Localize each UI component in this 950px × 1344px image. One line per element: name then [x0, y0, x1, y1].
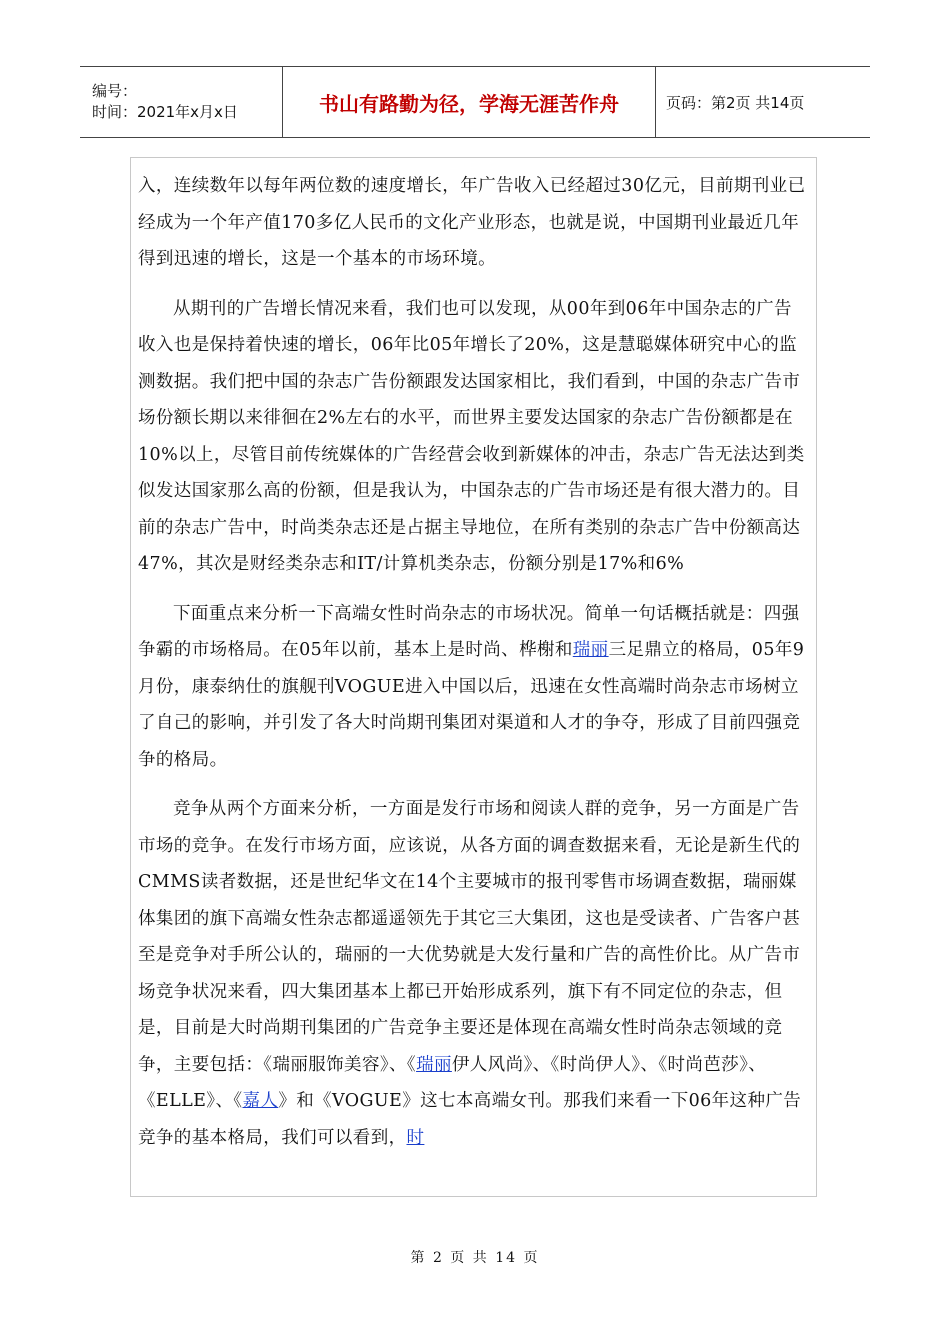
content-frame — [130, 157, 817, 1197]
page-footer: 第 2 页 共 14 页 — [410, 1250, 540, 1266]
header-page-info: 页码：第2页 共14页 — [666, 93, 805, 112]
paragraph-3-text-b: 三足鼎立的格局，05年9月份，康泰纳仕的旗舰刊VOGUE进入中国以后，迅速在女性高端时尚杂志市场树立了自己的影响，并引发了各大时尚期刊集团对渠道和人才的争夺，形成了目前四强竞争的格局。 — [138, 640, 805, 770]
ruili-link[interactable]: 瑞丽 — [572, 640, 609, 660]
header-motto: 书山有路勤为径，学海无涯苦作舟 — [283, 67, 656, 137]
paragraph-1: 入，连续数年以每年两位数的速度增长，年广告收入已经超过30亿元，目前期刊业已经成为一个年产值170多亿人民币的文化产业形态，也就是说，中国期刊业最近几年得到迅速的增长，这是一个基本的市场环境。 — [138, 176, 806, 269]
jiaren-link[interactable]: 嘉人 — [242, 1091, 279, 1111]
document-date-label: 时间：2021年x月x日 — [92, 103, 238, 121]
ruili-link-2[interactable]: 瑞丽 — [416, 1054, 452, 1075]
document-number-label: 编号： — [92, 82, 138, 100]
header-meta — [80, 67, 283, 137]
page-header — [80, 66, 870, 138]
paragraph-4-text-a: 竞争从两个方面来分析，一方面是发行市场和阅读人群的竞争，另一方面是广告市场的竞争。在发行市场方面，应该说，从各方面的调查数据来看，无论是新生代的CMMS读者数据，还是世纪华文在14个主要城市的报刊零售市场调查数据，瑞丽媒体集团的旗下高端女性杂志都遥遥领先于其它三大集团，这也是受读者、广告客户甚至是竞争对手所公认的，瑞丽的一大优势就是大发行量和广告的高性价比。从广告市场竞争状况来看，四大集团基本上都已开始形成系列，旗下有不同定位的杂志，但是，目前是大时尚期刊集团的广告竞争主要还是体现在高端女性时尚杂志领域的竞争，主要包括：《瑞丽服饰美容》、《 — [138, 799, 801, 1075]
paragraph-3 — [138, 596, 808, 779]
shi-link[interactable]: 时 — [406, 1127, 425, 1148]
paragraph-4-text-b: 伊人风尚》、《时尚伊人》、《时尚芭莎》、《ELLE》、《 — [138, 1054, 767, 1111]
paragraph-3-text-a: 下面重点来分析一下高端女性时尚杂志的市场状况。简单一句话概括就是：四强争霸的市场格局。在05年以前，基本上是时尚、桦榭和 — [138, 603, 800, 660]
paragraph-4 — [138, 791, 808, 1156]
document-body — [138, 168, 808, 1169]
paragraph-2: 从期刊的广告增长情况来看，我们也可以发现，从00年到06年中国杂志的广告收入也是保持着快速的增长，06年比05年增长了20%，这是慧聪媒体研究中心的监测数据。我们把中国的杂志广告份额跟发达国家相比，我们看到，中国的杂志广告市场份额长期以来徘徊在2%左右的水平，而世界主要发达国家的杂志广告份额都是在10%以上，尽管目前传统媒体的广告经营会收到新媒体的冲击，杂志广告无法达到类似发达国家那么高的份额，但是我认为，中国杂志的广告市场还是有很大潜力的。目前的杂志广告中，时尚类杂志还是占据主导地位，在所有类别的杂志广告中份额高达47%，其次是财经类杂志和IT/计算机类杂志，份额分别是17%和6% — [138, 298, 805, 574]
paragraph-4-text-c: 》和《VOGUE》这七本高端女刊。那我们来看一下06年这种广告竞争的基本格局，我们可以看到， — [138, 1091, 802, 1148]
